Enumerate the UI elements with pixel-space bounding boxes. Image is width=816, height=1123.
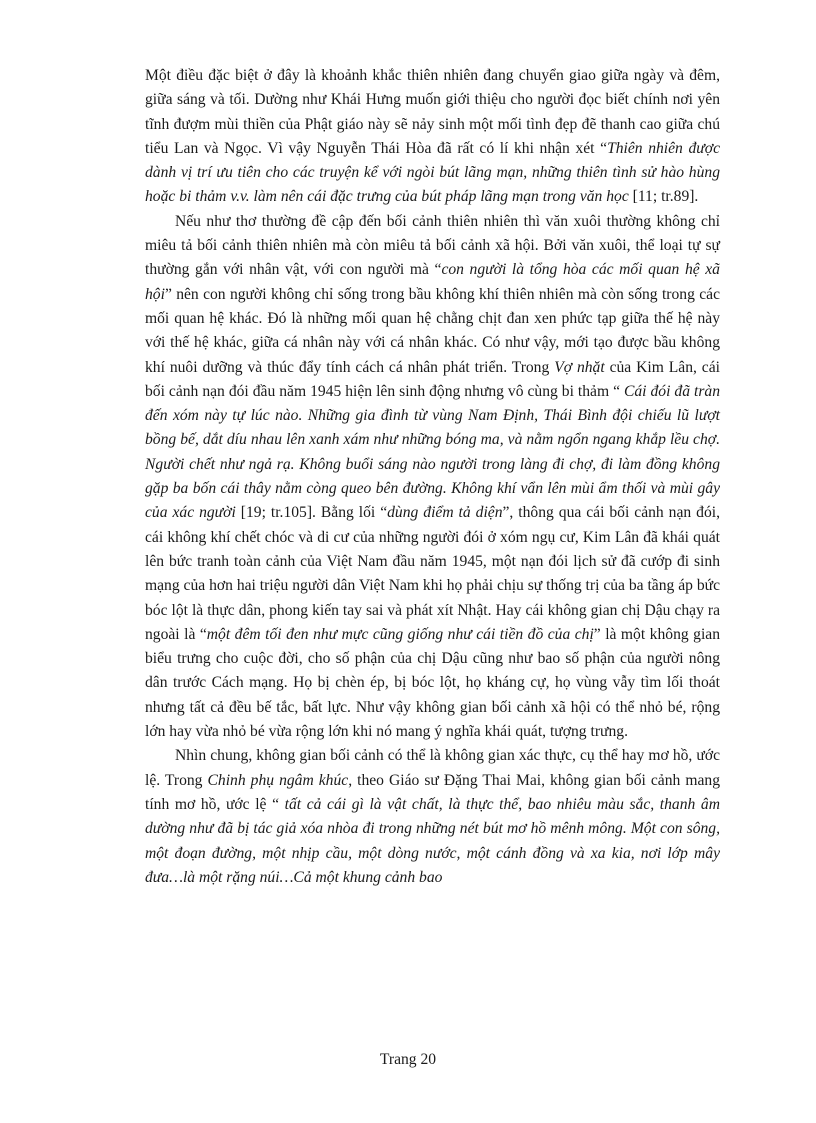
text-run: Một điều đặc biệt ở đây là khoảnh khắc thiên nhiên đang chuyển giao giữa ngày và đêm, giữa sáng và tối. Dường như Khái Hưng muốn giới thiệu cho người đọc biết chính nơi yên tĩnh đượm mùi thiền của Phật giáo này sẽ nảy sinh một mối tình đẹp đẽ thanh cao giữa chú tiểu Lan và Ngọc. Vì vậy Nguyễn Thái Hòa đã rất có lí khi nhận xét “ bbox=[145, 67, 720, 157]
text-run: Nếu như thơ thường đề cập đến bối cảnh thiên nhiên thì văn xuôi thường không chỉ miêu tả bối cảnh thiên nhiên mà còn miêu tả bối cảnh xã hội. Bởi văn xuôi, thể loại tự sự thường gắn với nhân vật, với con người mà “ bbox=[145, 212, 720, 279]
text-run: Nhìn chung, không gian bối cảnh có thể là không gian xác thực, cụ thể hay mơ hồ, ước lệ. Trong bbox=[145, 747, 720, 789]
italic-quote: một đêm tối đen như mực cũng giống như cái tiền đồ của chị bbox=[206, 625, 594, 643]
italic-quote: Cái đói đã tràn đến xóm này tự lúc nào. Những gia đình từ vùng Nam Định, Thái Bình đội chiếu lũ lượt bồng bế, dắt díu nhau lên xanh xám như những bóng ma, và nằm ngổn ngang khắp lều chợ. Người chết như ngả rạ. Không buổi sáng nào người trong làng đi chợ, đi làm đồng không gặp ba bốn cái thây nằm còng queo bên đường. Không khí vẩn lên mùi ẩm thối và mùi gây của xác người bbox=[145, 382, 720, 522]
text-run: của Kim Lân, cái bối cảnh nạn đói đầu năm 1945 hiện lên sinh động nhưng vô cùng bi thảm “ bbox=[145, 358, 720, 400]
body-text bbox=[145, 64, 720, 890]
paragraph bbox=[145, 64, 720, 210]
italic-quote: con người là tổng hòa các mối quan hệ xã hội bbox=[145, 261, 720, 303]
text-run: ” nên con người không chỉ sống trong bầu không khí thiên nhiên mà còn sống trong các mối quan hệ khác. Đó là những mối quan hệ chằng chịt đan xen phức tạp giữa thế hệ này với thế hệ khác, giữa cá nhân này với cá nhân khác. Có như vậy, mới tạo được bầu không khí nuôi dưỡng và thúc đẩy tính cách cá nhân phát triển. Trong bbox=[145, 285, 720, 376]
italic-quote: Thiên nhiên được dành vị trí ưu tiên cho các truyện kể với ngòi bút lãng mạn, những thiên tình sử hào hùng hoặc bi thảm v.v. làm nên cái đặc trưng của bút pháp lãng mạn trong văn học bbox=[145, 139, 720, 206]
page-number: Trang 20 bbox=[379, 1051, 437, 1068]
text-run: ” là một không gian biểu trưng cho cuộc đời, cho số phận của chị Dậu cũng như bao số phận của người nông dân trước Cách mạng. Họ bị chèn ép, bị bóc lột, họ kháng cự, họ vùng vẫy tìm lối thoát nhưng tất cả đều bế tắc, bất lực. Như vậy không gian bối cảnh xã hội có thể nhỏ bé, rộng lớn hay vừa nhỏ bé vừa rộng lớn khi nó mang ý nghĩa khái quát, tượng trưng. bbox=[145, 625, 720, 741]
italic-quote: Chinh phụ ngâm khúc bbox=[207, 771, 349, 789]
italic-quote: tất cả cái gì là vật chất, là thực thể, bao nhiêu màu sắc, thanh âm dường như đã bị tác giả xóa nhòa đi trong những nét bút mơ hồ mênh mông. Một con sông, một đoạn đường, một nhịp cầu, một dòng nước, một cánh đồng và xa kia, nơi lớp mây đưa…là một rặng núi…Cả một khung cảnh bao bbox=[145, 795, 720, 886]
paragraph bbox=[145, 744, 720, 890]
text-run: , theo Giáo sư Đặng Thai Mai, không gian bối cảnh mang tính mơ hồ, ước lệ “ bbox=[145, 771, 720, 813]
text-run: [19; tr.105]. Bằng lối “ bbox=[235, 504, 388, 522]
text-run: ”, thông qua cái bối cảnh nạn đói, cái không khí chết chóc và di cư của những người đói ở xóm ngụ cư, Kim Lân đã khái quát lên bức tranh toàn cảnh của Việt Nam đầu năm 1945, một nạn đói lịch sử đã cướp đi sinh mạng của hơn hai triệu người dân Việt Nam khi họ phải chịu sự thống trị của ba tầng áp bức bóc lột là thực dân, phong kiến tay sai và phát xít Nhật. Hay cái không gian chị Dậu chạy ra ngoài là “ bbox=[145, 504, 721, 643]
italic-quote: Vợ nhặt bbox=[554, 358, 605, 376]
italic-quote: dùng điểm tả diện bbox=[387, 504, 503, 522]
paragraph bbox=[145, 210, 720, 745]
text-run: [11; tr.89]. bbox=[628, 188, 699, 206]
